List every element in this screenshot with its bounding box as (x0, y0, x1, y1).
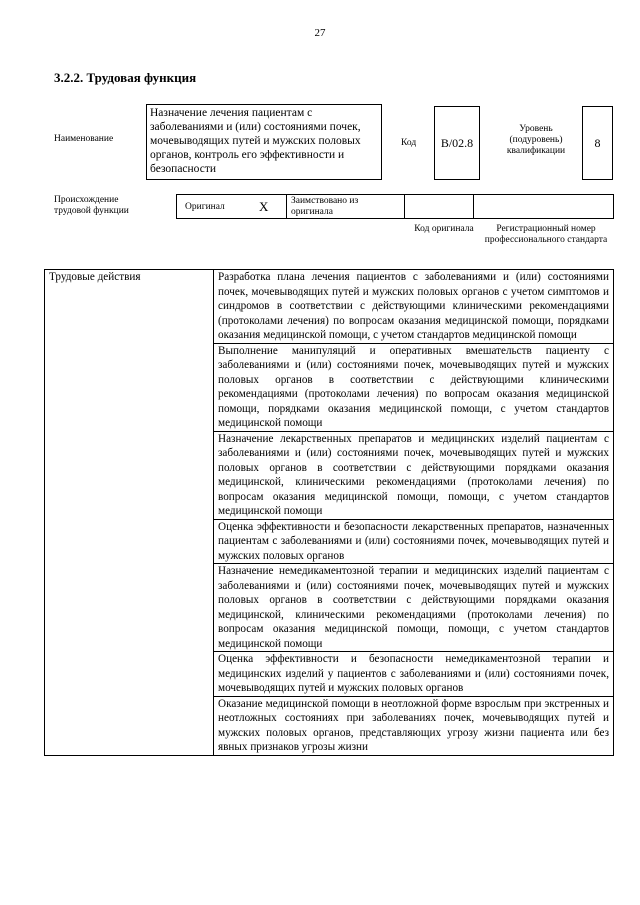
action-item: Выполнение манипуляций и оперативных вмешательств пациенту с заболеваниями и (или) состояниями почек, мочевыводящих путей и мужских половых органов в соответствии с действующими клиническими рекомендациями (протоколами лечения) по вопросам оказания медицинской помощи, порядками оказания медицинской помощи, с учетом стандартов медицинской помощи (214, 343, 614, 431)
borrowed-label: Заимствовано из оригинала (291, 196, 359, 217)
reg-number-label: Регистрационный номер профессионального стандарта (484, 224, 608, 245)
level-label: Уровень (подуровень) квалификации (506, 124, 566, 156)
code-value-box: B/02.8 (434, 106, 480, 180)
function-name-box: Назначение лечения пациентам с заболеваниями и (или) состояниями почек, мочевыводящих путей и мужских половых органов, контроль его эффективности и безопасности (146, 104, 382, 180)
page-number: 27 (314, 27, 326, 39)
original-mark: X (259, 199, 269, 214)
origin-label: Происхождение трудовой функции (54, 195, 129, 216)
name-label: Наименование (54, 134, 114, 144)
action-item: Оценка эффективности и безопасности лекарственных препаратов, назначенных пациентам с заболеваниями и (или) состояниями почек, мочевыводящих путей и мужских половых органов (214, 519, 614, 564)
section-title: 3.2.2. Трудовая функция (54, 70, 197, 85)
action-item: Оценка эффективности и безопасности немедикаментозной терапии и медицинских изделий у пациентов с заболеваниями и (или) состояниями почек, мочевыводящих путей и мужских половых органов (214, 652, 614, 697)
labor-actions-table (44, 269, 614, 756)
action-item: Назначение немедикаментозной терапии и медицинских изделий пациентам с заболеваниями и (или) состояниями почек, мочевыводящих путей и мужских половых органов в соответствии с действующими порядками оказания медицинской, клиническими рекомендациями (протоколами лечения) по вопросам оказания медицинской помощи, помощи, с учетом стандартов медицинской помощи (214, 564, 614, 652)
table-row (45, 270, 614, 344)
original-label: Оригинал (185, 202, 225, 212)
action-item: Оказание медицинской помощи в неотложной форме взрослым при экстренных и неотложных состояниях при заболеваниях почек, мочевыводящих путей и мужских половых органов, представляющих угрозу жизни пациента или без явных признаков угрозы жизни (214, 696, 614, 755)
code-label: Код (401, 138, 417, 148)
level-value-box: 8 (582, 106, 613, 180)
labor-actions-label: Трудовые действия (45, 270, 214, 756)
action-item: Разработка плана лечения пациентов с заболеваниями и (или) состояниями почек, мочевыводящих путей и мужских половых органов с учетом симптомов и синдромов в соответствии с действующими клиническими рекомендациями (протоколами лечения) по вопросам оказания медицинской помощи, порядками оказания медицинской помощи, с учетом стандартов медицинской помощи (214, 270, 614, 344)
action-item: Назначение лекарственных препаратов и медицинских изделий пациентам с заболеваниями и (или) состояниями почек, мочевыводящих путей и мужских половых органов в соответствии с действующими порядками оказания медицинской, клиническими рекомендациями (протоколами лечения) по вопросам оказания медицинской помощи, помощи, с учетом стандартов медицинской помощи (214, 431, 614, 519)
code-original-label: Код оригинала (414, 224, 474, 234)
